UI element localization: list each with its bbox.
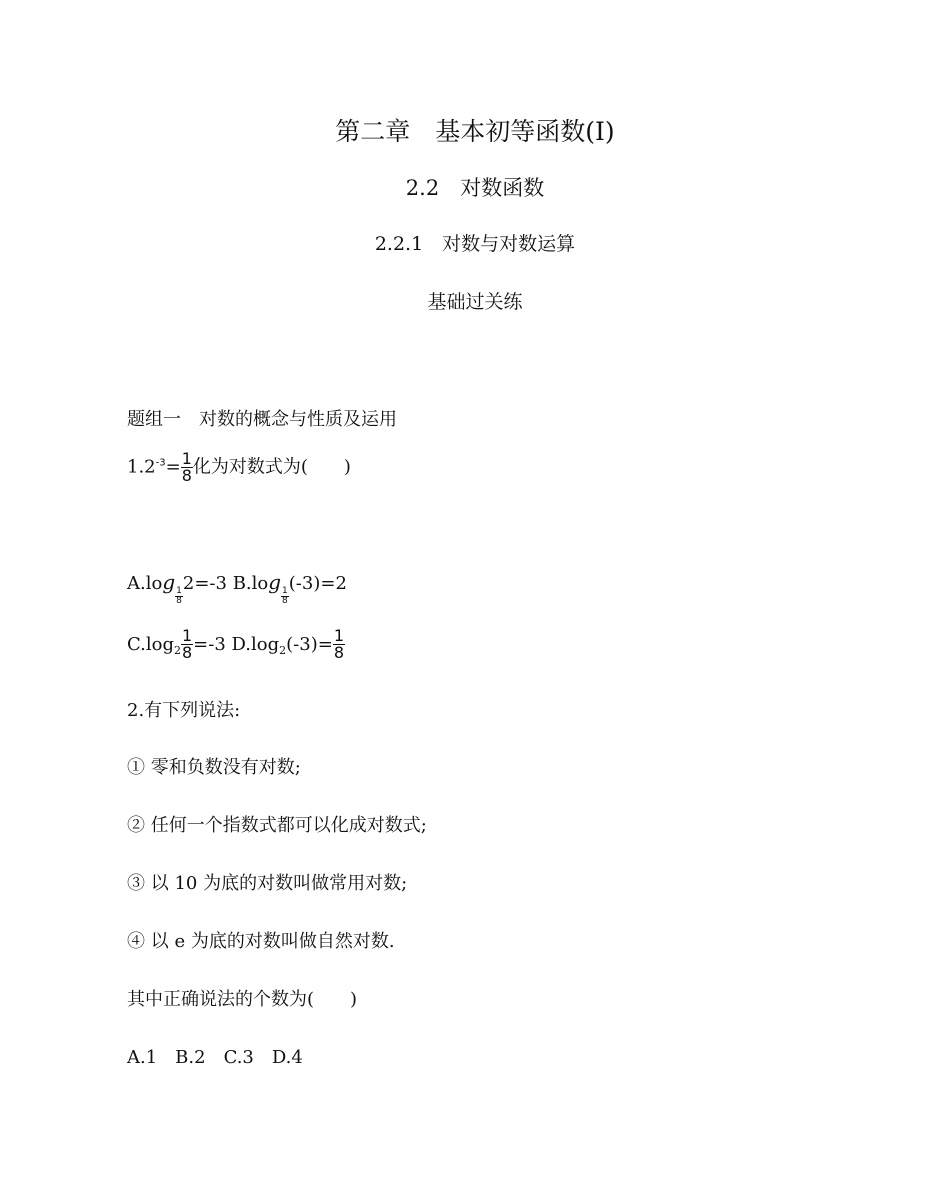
option-a: A.log $\frac{1}{8}$ 2=-3 (127, 570, 227, 606)
fraction: $\frac{1}{8}$ (181, 626, 193, 662)
statement-2: ② 任何一个指数式都可以化成对数式; (127, 815, 427, 836)
subsection-title: 2.2.1 对数与对数运算 (374, 233, 576, 255)
q1-options-cd (127, 628, 345, 661)
exercise-title: 基础过关练 (427, 291, 523, 313)
option-d: $D.\log_2(-3)=$ $\frac{1}{8}$ (231, 626, 345, 662)
q1-options-ab (127, 570, 347, 606)
fraction: $\frac{1}{8}$ (333, 626, 345, 662)
chapter-title: 第二章 基本初等函数(Ⅰ) (335, 117, 615, 146)
option-c: $C.\log_2$ $\frac{1}{8}$ =-3 (127, 626, 226, 662)
log-base-fraction: $\frac{1}{8}$ (282, 586, 288, 606)
statement-3: ③ 以 10 为底的对数叫做常用对数; (127, 873, 408, 894)
q2-options: A.1 B.2 C.3 D.4 (127, 1047, 303, 1068)
option-b: B.log $\frac{1}{8}$ (-3)=2 (232, 570, 347, 606)
question-2: 2.有下列说法: (127, 700, 241, 721)
log-base-fraction: $\frac{1}{8}$ (176, 586, 182, 606)
section-title: 2.2 对数函数 (405, 176, 545, 200)
fraction: $\frac{1}{8}$ (181, 449, 192, 485)
statement-4: ④ 以 e 为底的对数叫做自然对数. (127, 931, 395, 952)
question-1: $1.2^{-3}=$ $\frac{1}{8}$ 化为对数式为( ) (127, 449, 351, 485)
group-title: 题组一 对数的概念与性质及运用 (127, 409, 397, 430)
question-2-ask: 其中正确说法的个数为( ) (127, 989, 358, 1010)
statement-1: ① 零和负数没有对数; (127, 757, 301, 778)
